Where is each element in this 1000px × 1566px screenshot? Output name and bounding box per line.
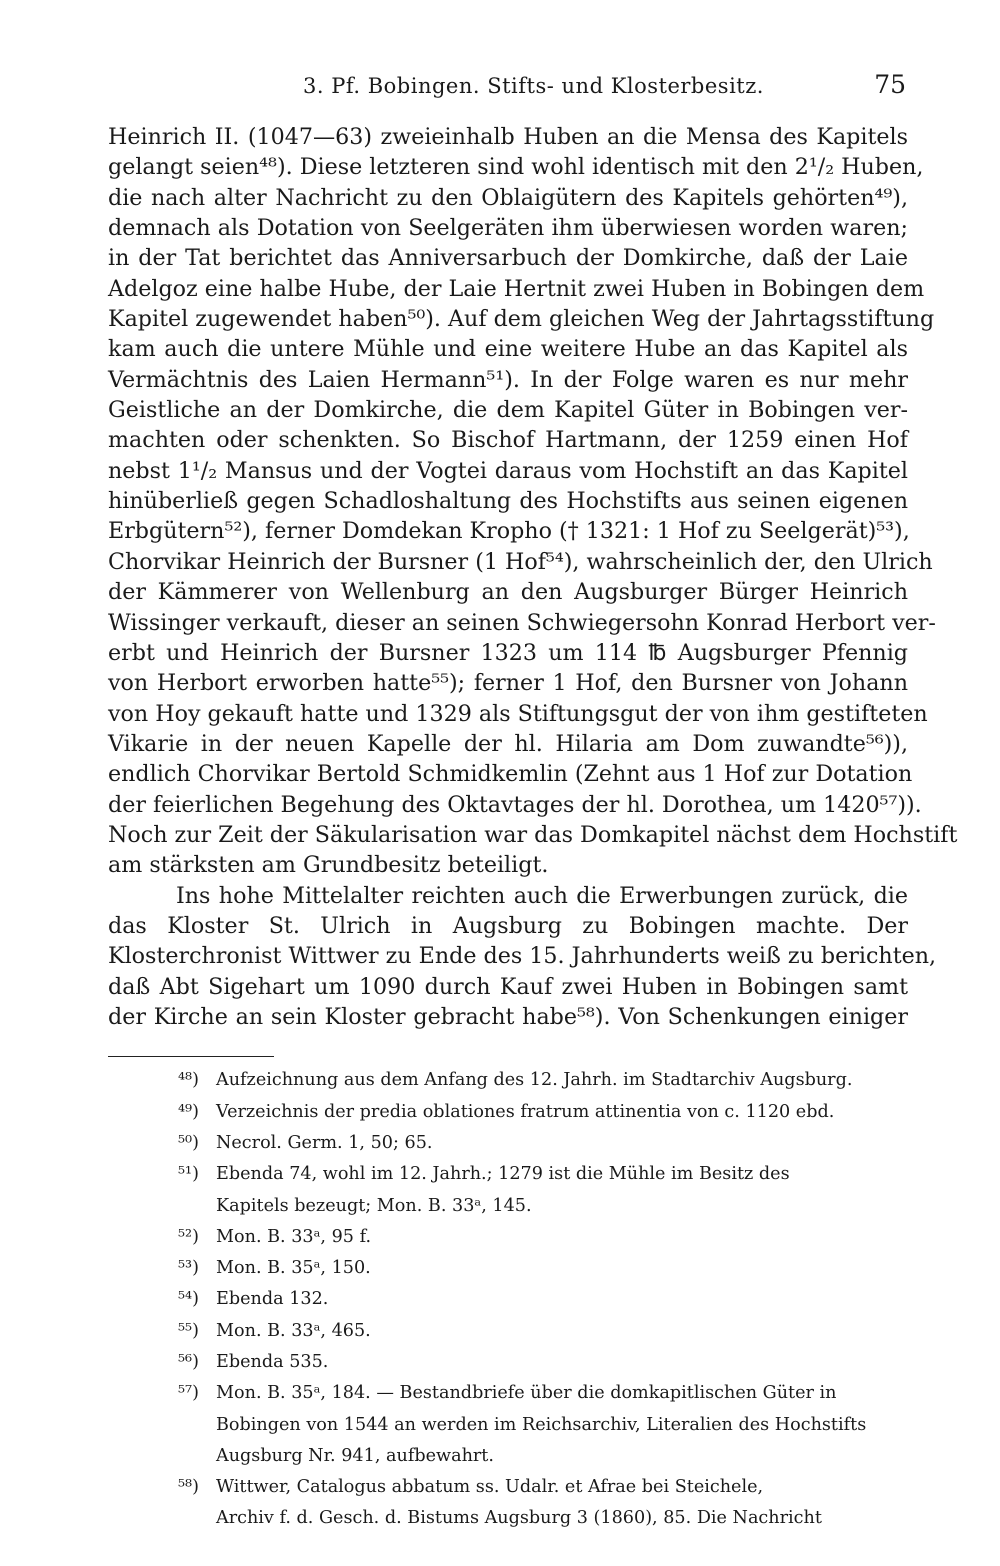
footnote-text: Ebenda 132.	[216, 1289, 329, 1310]
text-line: Heinrich II. (1047—63) zweieinhalb Huben an die Mensa des Kapitels	[108, 124, 908, 150]
page-header	[108, 70, 908, 110]
footnote	[108, 1347, 908, 1378]
footnote-number: ⁵⁷)	[178, 1383, 199, 1404]
text-line: in der Tat berichtet das Anniversarbuch der Domkirche, daß der Laie	[108, 245, 908, 272]
text-line: Ins hohe Mittelalter reichten auch die Erwerbungen zurück, die	[176, 882, 908, 909]
footnote-number: ⁴⁸)	[178, 1070, 199, 1091]
footnote-text: Wittwer, Catalogus abbatum ss. Udalr. et Afrae bei Steichele,	[216, 1477, 764, 1498]
text-line: Kapitel zugewendet haben⁵⁰). Auf dem gleichen Weg der Jahrtagsstiftung	[108, 306, 935, 333]
footnote-text: Aufzeichnung aus dem Anfang des 12. Jahrh. im Stadtarchiv Augsburg.	[216, 1070, 853, 1091]
footnote-number: ⁵²)	[178, 1226, 199, 1247]
text-line: Wissinger verkauft, dieser an seinen Schwiegersohn Konrad Herbort ver-	[108, 609, 936, 636]
text-line: von Herbort erworben hatte⁵⁵); ferner 1 Hof, den Bursner von Johann	[108, 670, 908, 697]
text-line: Erbgütern⁵²), ferner Domdekan Kropho († 1321: 1 Hof zu Seelgerät)⁵³),	[108, 518, 910, 545]
text-line: das Kloster St. Ulrich in Augsburg zu Bobingen machte. Der	[108, 912, 908, 939]
page-number: 75	[874, 70, 906, 99]
footnote-number: ⁵¹)	[178, 1164, 199, 1185]
text-line: machten oder schenkten. So Bischof Hartmann, der 1259 einen Hof	[108, 427, 908, 454]
text-line: von Hoy gekauft hatte und 1329 als Stiftungsgut der von ihm gestifteten	[108, 700, 928, 727]
footnote-number: ⁴⁹)	[178, 1101, 199, 1122]
footnote-text: Mon. B. 33ᵃ, 95 f.	[216, 1226, 372, 1247]
book-page	[108, 70, 958, 1535]
footnote	[108, 1472, 908, 1503]
text-line: die nach alter Nachricht zu den Oblaigütern des Kapitels gehörten⁴⁹),	[108, 184, 908, 211]
footnote-number: ⁵⁸)	[178, 1477, 199, 1498]
text-line: der Kämmerer von Wellenburg an den Augsburger Bürger Heinrich	[108, 579, 908, 606]
footnote-number: ⁵³)	[178, 1258, 199, 1279]
footnote-text: Bobingen von 1544 an werden im Reichsarchiv, Literalien des Hochstifts	[216, 1414, 867, 1435]
text-line: Geistliche an der Domkirche, die dem Kapitel Güter in Bobingen ver-	[108, 397, 908, 424]
text-line: Noch zur Zeit der Säkularisation war das Domkapitel nächst dem Hochstift	[108, 821, 958, 848]
text-line: endlich Chorvikar Bertold Schmidkemlin (Zehnt aus 1 Hof zur Dotation	[108, 761, 913, 788]
text-line: Chorvikar Heinrich der Bursner (1 Hof⁵⁴), wahrscheinlich der, den Ulrich	[108, 548, 933, 575]
footnote-text: Ebenda 535.	[216, 1351, 329, 1372]
text-line: erbt und Heinrich der Bursner 1323 um 114 ℔ Augsburger Pfennig	[108, 639, 908, 666]
text-line: demnach als Dotation von Seelgeräten ihm überwiesen worden waren;	[108, 215, 908, 242]
footnote	[108, 1128, 908, 1159]
footnote-text: Augsburg Nr. 941, aufbewahrt.	[216, 1445, 494, 1466]
footnote-text: Mon. B. 35ᵃ, 150.	[216, 1258, 371, 1279]
footnote-text: Necrol. Germ. 1, 50; 65.	[216, 1132, 433, 1153]
footnote-text: Kapitels bezeugt; Mon. B. 33ᵃ, 145.	[216, 1195, 532, 1216]
text-line: am stärksten am Grundbesitz beteiligt.	[108, 852, 549, 879]
footnote-number: ⁵⁰)	[178, 1132, 199, 1153]
footnote-text: Archiv f. d. Gesch. d. Bistums Augsburg 3 (1860), 85. Die Nachricht	[216, 1508, 822, 1529]
footnote-text: Verzeichnis der predia oblationes fratrum attinentia von c. 1120 ebd.	[216, 1101, 835, 1122]
text-line: der feierlichen Begehung des Oktavtages der hl. Dorothea, um 1420⁵⁷)).	[108, 791, 922, 818]
footnote	[108, 1284, 908, 1315]
text-line: Vikarie in der neuen Kapelle der hl. Hilaria am Dom zuwandte⁵⁶)),	[108, 730, 908, 757]
footnote-divider	[108, 1056, 274, 1057]
footnote	[108, 1253, 908, 1284]
main-text	[108, 122, 958, 1032]
footnote	[108, 1316, 908, 1347]
footnote-text: Ebenda 74, wohl im 12. Jahrh.; 1279 ist die Mühle im Besitz des	[216, 1164, 790, 1185]
footnote-text: Mon. B. 33ᵃ, 465.	[216, 1320, 371, 1341]
text-line: Klosterchronist Wittwer zu Ende des 15. Jahrhunderts weiß zu berichten,	[108, 943, 937, 970]
text-line: kam auch die untere Mühle und eine weitere Hube an das Kapitel als	[108, 336, 908, 363]
text-line: Vermächtnis des Laien Hermann⁵¹). In der Folge waren es nur mehr	[108, 366, 908, 393]
text-line: daß Abt Sigehart um 1090 durch Kauf zwei Huben in Bobingen samt	[108, 973, 908, 1000]
text-line: nebst 1¹/₂ Mansus und der Vogtei daraus vom Hochstift an das Kapitel	[108, 457, 908, 484]
running-head: 3. Pf. Bobingen. Stifts- und Klosterbesitz.	[303, 74, 764, 98]
text-line: der Kirche an sein Kloster gebracht habe⁵⁸). Von Schenkungen einiger	[108, 1003, 908, 1030]
footnote	[108, 1065, 908, 1096]
text-line: gelangt seien⁴⁸). Diese letzteren sind wohl identisch mit den 2¹/₂ Huben,	[108, 154, 924, 181]
footnote-number: ⁵⁶)	[178, 1351, 199, 1372]
footnote	[108, 1378, 908, 1409]
footnote	[108, 1097, 908, 1128]
footnote-number: ⁵⁵)	[178, 1320, 199, 1341]
footnote-text: Mon. B. 35ᵃ, 184. — Bestandbriefe über die domkapitlischen Güter in	[216, 1383, 837, 1404]
text-line: Adelgoz eine halbe Hube, der Laie Hertnit zwei Huben in Bobingen dem	[108, 275, 925, 302]
footnote	[108, 1159, 908, 1190]
footnote-number: ⁵⁴)	[178, 1289, 199, 1310]
footnote	[108, 1222, 908, 1253]
text-line: hinüberließ gegen Schadloshaltung des Hochstifts aus seinen eigenen	[108, 488, 908, 515]
footnotes	[108, 1065, 908, 1534]
